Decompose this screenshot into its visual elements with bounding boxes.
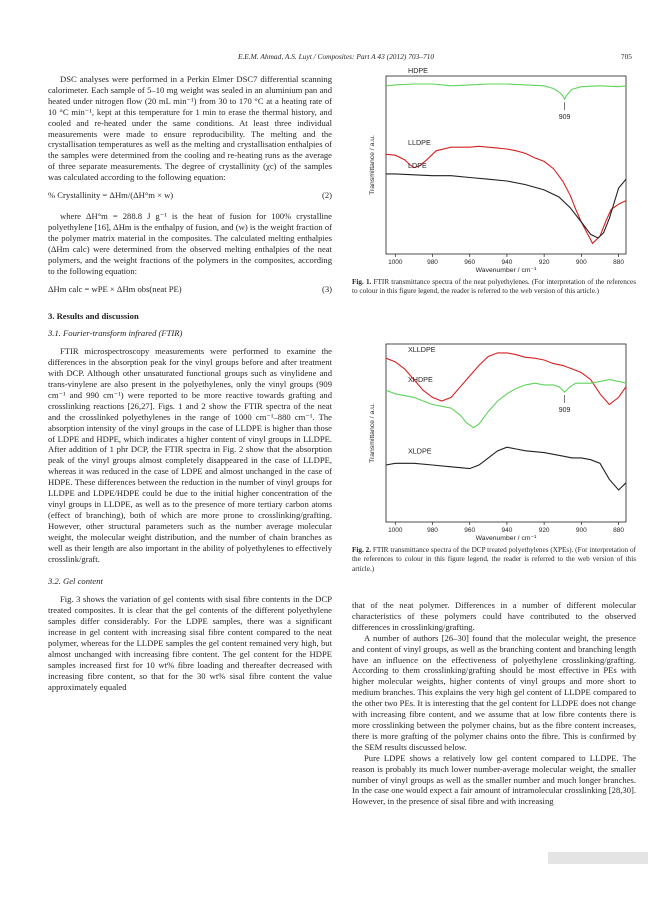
watermark-logo xyxy=(548,848,648,868)
figure-2 xyxy=(352,340,636,574)
paragraph-authors: A number of authors [26–30] found that the molecular weight, the presence and content of vinyl groups, as well as the branching content and branching length have an influence on the effectiveness of polyethylene crosslinking/grafting. According to them crosslinking/grafting should be most effective in PEs with higher molecular weights, higher contents of vinyl groups and more short to medium branches. This explains the very high gel content of LLDPE compared to the other two PEs. It is interesting that the gel content for LLDPE does not change with increasing fibre content, and we assume that at low fibre contents there is more crosslinking between the polymer chains, but as the fibre content increases, there is more grafting of the polymer chains onto the fibre. This is confirmed by the SEM results discussed below. xyxy=(352,632,636,752)
figure-1-caption xyxy=(352,278,636,297)
paragraph-pure-ldpe: Pure LDPE shows a relatively low gel content compared to LLDPE. The reason is probably its much lower number-average molecular weight, the smaller number of vinyl groups as well as the smaller number and much longer branches. In the case one would expect a fair amount of intramolecular crosslinking [28,30]. However, in the presence of sisal fibre and with increasing xyxy=(352,752,636,807)
x-tick-label: 980 xyxy=(427,527,438,534)
annotation-909: 909 xyxy=(558,407,571,415)
series-label-xldpe: XLDPE xyxy=(408,446,432,456)
paragraph-continued: that of the neat polymer. Differences in a number of different molecular characteristics of these polymers could have contributed to the observed differences in crosslinking/grafting. xyxy=(352,600,636,632)
paragraph-dsc: DSC analyses were performed in a Perkin Elmer DSC7 differential scanning calorimeter. Each sample of 5–10 mg weight was sealed in an aluminium pan and heated under nitrogen flow (20 mL min⁻¹) from 30 to 170 °C at a heating rate of 10 °C min⁻¹, kept at this temperature for 1 min to erase the thermal history, and cooled and re-heated under the same conditions. At least three individual measurements were made to ensure reproducibility. The melting and the crystallisation temperatures as well as the melting and crystallisation enthalpies of the samples were determined from the cooling and re-heating runs as the average of three separate measurements. The degree of crystallinity (χc) of the samples was calculated according to the following equation: xyxy=(48,74,332,183)
series-line-hdpe xyxy=(386,84,626,99)
x-tick-label: 940 xyxy=(501,259,513,266)
paragraph-where: where ΔH°m = 288.8 J g⁻¹ is the heat of fusion for 100% crystalline polyethylene [16], ΔHm is the enthalpy of fusion, and (w) is the weight fraction of the polymer matrix material in the composites. The calculated melting enthalpies (ΔHm calc) were determined from the observed melting enthalpies of the neat polymers, and the weight fractions of the polymers in the composites, according to the following equation: xyxy=(48,211,332,276)
x-tick-label: 940 xyxy=(501,527,513,534)
x-axis-label: Wavenumber / cm⁻¹ xyxy=(475,535,537,542)
series-label-xlldpe: XLLDPE xyxy=(408,344,436,354)
plot-frame xyxy=(386,344,626,522)
figure-1-chart xyxy=(352,65,636,274)
series-label-ldpe: LDPE xyxy=(408,160,427,170)
series-line-ldpe xyxy=(386,174,626,238)
series-label-lldpe: LLDPE xyxy=(408,138,431,148)
figure-2-caption-text: FTIR transmittance spectra of the DCP treated polyethylenes (XPEs). (For interpretation of the references to colour in this figure legend, the reader is referred to the web version of this article.) xyxy=(352,546,636,573)
running-head xyxy=(0,52,672,64)
figure-1-caption-text: FTIR transmittance spectra of the neat polyethylenes. (For interpretation of the references to colour in this figure legend, the reader is referred to the web version of this article.) xyxy=(352,278,637,296)
figure-2-caption xyxy=(352,546,636,574)
running-title: E.E.M. Ahmad, A.S. Luyt / Composites: Part A 43 (2012) 703–710 xyxy=(237,52,435,61)
x-tick-label: 900 xyxy=(575,259,587,266)
equation-2-body: % Crystallinity = ΔHm/(ΔH°m × w) xyxy=(48,190,174,201)
series-label-hdpe: HDPE xyxy=(408,65,428,75)
x-tick-label: 980 xyxy=(427,259,438,266)
x-tick-label: 1000 xyxy=(388,527,403,534)
figure-2-chart xyxy=(352,340,636,540)
series-label-xhdpe: XHDPE xyxy=(408,374,433,384)
x-tick-label: 960 xyxy=(464,259,476,266)
figure-2-caption-label: Fig. 2. xyxy=(352,546,372,554)
x-tick-label: 960 xyxy=(464,527,476,534)
equation-2-number: (2) xyxy=(321,190,332,201)
equation-3-number: (3) xyxy=(321,283,332,294)
x-axis-label: Wavenumber / cm⁻¹ xyxy=(475,267,537,274)
x-tick-label: 880 xyxy=(613,527,624,534)
y-axis-label: Transmittance / a.u. xyxy=(369,403,376,463)
section-heading: 3. Results and discussion xyxy=(48,310,139,321)
equation-3 xyxy=(48,280,332,301)
series-line-xhdpe xyxy=(386,380,626,428)
subsection-heading-ftir: 3.1. Fourier-transform infrared (FTIR) xyxy=(48,328,183,339)
x-tick-label: 900 xyxy=(575,527,587,534)
figure-1 xyxy=(352,65,637,297)
left-column xyxy=(48,74,332,693)
equation-2 xyxy=(48,186,332,207)
x-tick-label: 880 xyxy=(613,259,624,266)
paragraph-gel: Fig. 3 shows the variation of gel contents with sisal fibre contents in the DCP treated composites. It is clear that the gel contents of the different polyethylene samples differ considerably. For the LDPE samples, there was a significant increase in gel content with increasing sisal fibre content compared to the neat polymer, whereas for the LLDPE samples the gel content remained very high, but almost unchanged with increasing fibre content. The gel content for the HDPE samples increased first for 10 wt% fibre loading and thereafter decreased with increasing fibre content, so that for the 30 wt% sisal fibre content the value approximately equaled xyxy=(48,594,332,692)
x-tick-label: 920 xyxy=(538,527,550,534)
annotation-909: 909 xyxy=(558,114,571,122)
page-number: 705 xyxy=(620,52,632,61)
paragraph-ftir: FTIR microspectroscopy measurements were performed to examine the differences in the absorption peak for the vinyl groups before and after treatment with DCP. Although other unsaturated functional groups such as vinylidene and trans-vinylene are also present in the polyethylenes, only the vinyl groups (909 cm⁻¹ and 990 cm⁻¹) were reported to be more reactive towards grafting and crosslinking reactions [26,27]. Figs. 1 and 2 show the FTIR spectra of the neat and the crosslinked polyethylenes in the range of 1000 cm⁻¹–880 cm⁻¹. The absorption intensity of the vinyl groups in the case of LLDPE is higher than those of LDPE and HDPE, which indicates a higher content of vinyl groups in LLDPE. After addition of 1 phr DCP, the FTIR spectra in Fig. 2 show that the absorption peak of the vinyl groups almost completely disappeared in the case of LLDPE, whereas it was reduced in the case of LDPE and almost unchanged in the case of HDPE. These differences between the reduction in the number of vinyl groups for LLDPE and LDPE/HDPE could be due to the initial higher concentration of the vinyl groups in LLDPE, as well as to the presence of more tertiary carbon atoms (effect of branching), both of which are more prone to crosslinking/grafting. However, other structural parameters such as the number average molecular weight, the molecular weight distribution, and the number of chain branches as well as their length are also important in the ability of polyethylenes to effectively crosslink/graft. xyxy=(48,346,332,564)
figure-1-caption-label: Fig. 1. xyxy=(352,278,372,286)
y-axis-label: Transmittance / a.u. xyxy=(369,135,376,195)
x-tick-label: 1000 xyxy=(388,259,403,266)
x-tick-label: 920 xyxy=(538,259,550,266)
right-column xyxy=(352,600,636,807)
equation-3-body: ΔHm calc = wPE × ΔHm obs(neat PE) xyxy=(48,283,182,294)
watermark xyxy=(548,848,648,871)
subsection-heading-gel: 3.2. Gel content xyxy=(48,576,103,587)
